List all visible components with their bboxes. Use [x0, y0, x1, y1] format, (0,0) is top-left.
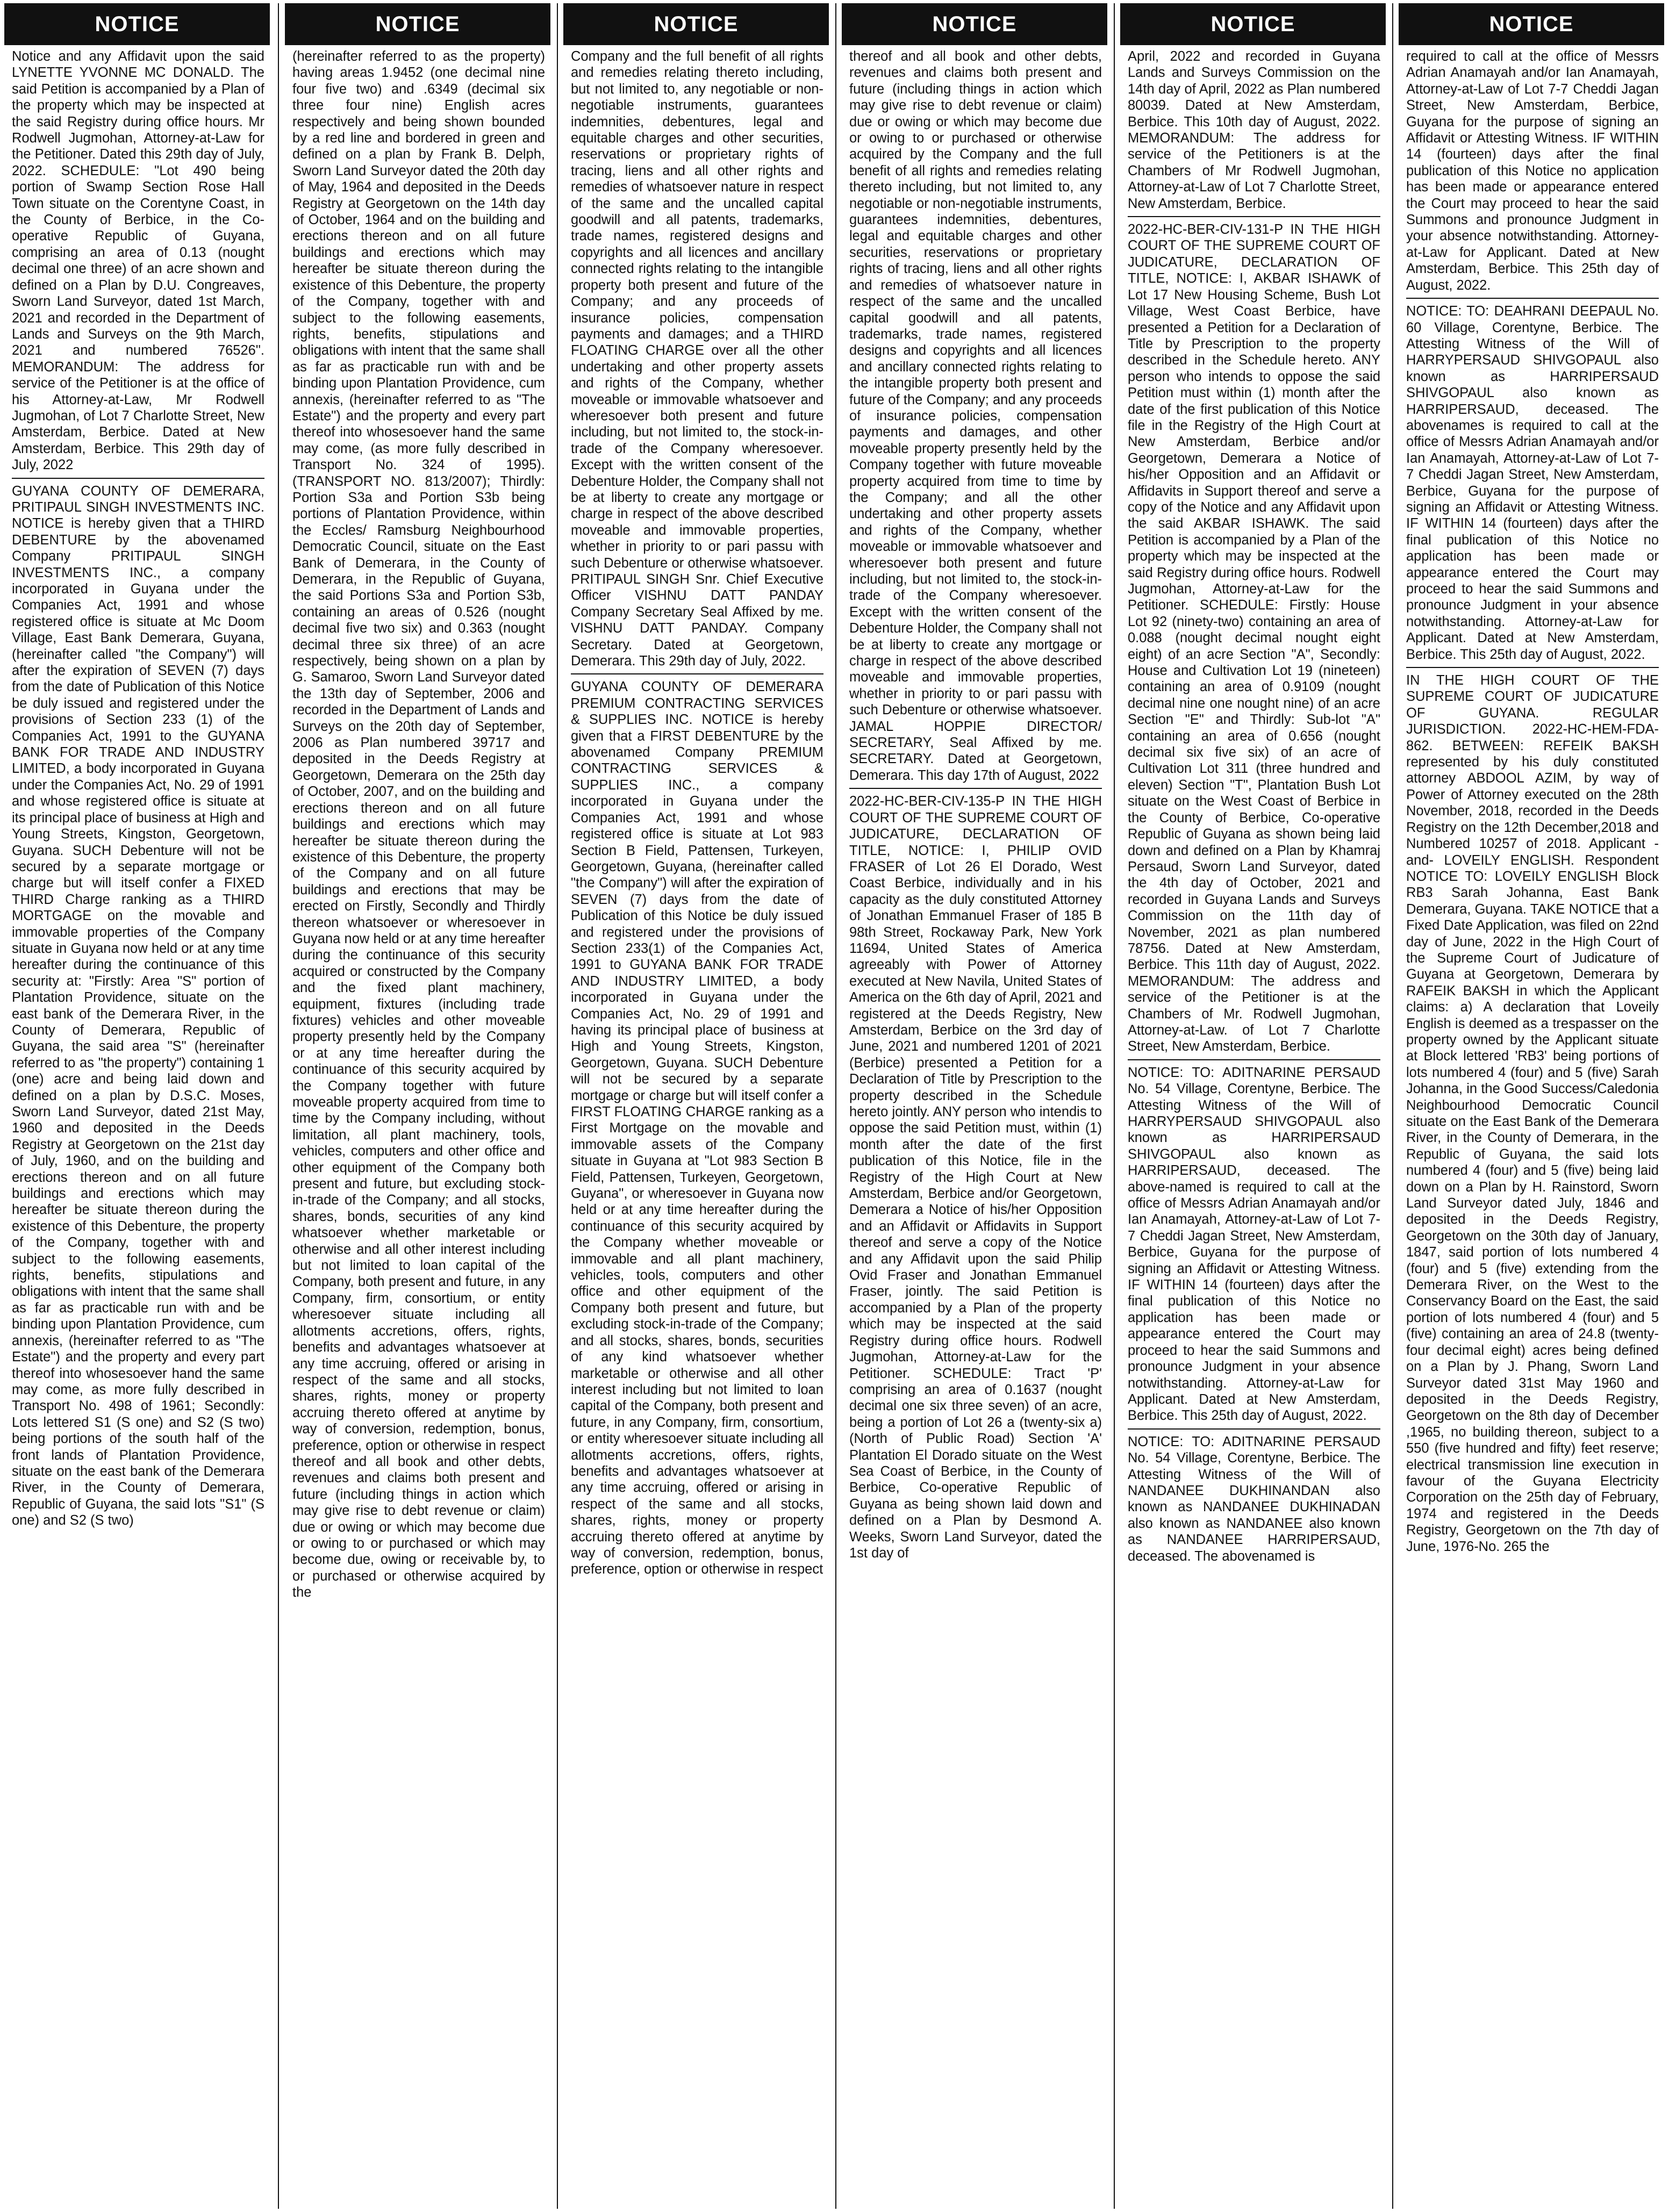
notice-paragraph: NOTICE: TO: ADITNARINE PERSAUD No. 54 Village, Corentyne, Berbice. The Attesting Witness of the Will of NANDANEE DUKHINANDAN also known as NANDANEE DUKHINADAN also known as NANDANEE also known as NANDANEE HARRIPERSAUD, deceased. The abovenamed is: [1128, 1434, 1380, 1564]
column-body: [4, 45, 270, 1529]
notice-paragraph: Notice and any Affidavit upon the said LYNETTE YVONNE MC DONALD. The said Petition is accompanied by a Plan of the property which may be inspected at the said Registry during office hours. Mr Rodwell Jugmohan, Attorney-at-Law for the Petitioner. Dated this 29th day of July, 2022. SCHEDULE: "Lot 490 being portion of Swamp Section Rose Hall Town situate on the Corentyne Coast, in the County of Berbice, in the Co-operative Republic of Guyana, comprising an area of 0.13 (nought decimal one three) of an acre shown and defined on a Plan by D.U. Congreaves, Sworn Land Surveyor, dated 1st March, 2021 and recorded in the Department of Lands and Surveys on the 9th March, 2021 and numbered 76526". MEMORANDUM: The address for service of the Petitioner is at the office of his Attorney-at-Law, Mr Rodwell Jugmohan, of Lot 7 Charlotte Street, New Amsterdam, Berbice. Dated at New Amsterdam, Berbice. This 29th day of July, 2022: [12, 49, 264, 473]
notice-divider: [1128, 1428, 1380, 1430]
notice-paragraph: NOTICE: TO: ADITNARINE PERSAUD No. 54 Village, Corentyne, Berbice. The Attesting Witness of the Will of HARRYPERSAUD SHIVGOPAUL also known as HARRIPERSAUD SHIVGOPAUL also known as HARRIPERSAUD, deceased. The above-named is required to call at the office of Messrs Adrian Anamayah and/or Ian Anamayah, Attorney-at-Law of Lot 7-7 Cheddi Jagan Street, New Amsterdam, Berbice, Guyana for the purpose of signing an Affidavit or Attesting Witness. IF WITHIN 14 (fourteen) days after the final publication of this Notice no application has been made or appearance entered the Court may proceed to hear the said Summons and pronounce Judgment in your absence notwithstanding. Attorney-at-Law for Applicant. Dated at New Amsterdam, Berbice. This 25th day of August, 2022.: [1128, 1065, 1380, 1424]
notice-divider: [1406, 298, 1659, 299]
column-body: [285, 45, 550, 1601]
column-body: [563, 45, 829, 1578]
notice-paragraph: April, 2022 and recorded in Guyana Lands and Surveys Commission on the 14th day of April, 2022 as Plan numbered 80039. Dated at New Amsterdam, Berbice. This 10th day of August, 2022. MEMORANDUM: The address for service of the Petitioners is at the Chambers of Mr Rodwell Jugmohan, Attorney-at-Law of Lot 7 Charlotte Street, New Amsterdam, Berbice.: [1128, 49, 1380, 211]
column-rule: [1392, 3, 1393, 2209]
column-rule: [557, 3, 558, 2209]
notice-paragraph: GUYANA COUNTY OF DEMERARA, PRITIPAUL SINGH INVESTMENTS INC. NOTICE is hereby given that a THIRD DEBENTURE by the abovenamed Company PRITIPAUL SINGH INVESTMENTS INC., a company incorporated in Guyana under the Companies Act, 1991 and whose registered office is situate at Mc Doom Village, East Bank Demerara, Guyana, (hereinafter called "the Company") will after the expiration of SEVEN (7) days from the date of Publication of this Notice be duly issued and registered under the provisions of Section 233 (1) of the Companies Act, 1991 to the GUYANA BANK FOR TRADE AND INDUSTRY LIMITED, a body incorporated in Guyana under the Companies Act, No. 29 of 1991 and whose registered office is situate at its principal place of business at High and Young Streets, Kingston, Georgetown, Guyana. SUCH Debenture will not be secured by a separate mortgage or charge but will itself confer a FIXED THIRD Charge ranking as a THIRD MORTGAGE on the movable and immovable properties of the Company situate in Guyana now held or at any time hereafter during the continuance of this security at: "Firstly: Area "S" portion of Plantation Providence, situate on the east bank of the Demerara River, in the County of Demerara, Republic of Guyana, the said area "S" (hereinafter referred to as "the property") containing 1 (one) acre and being laid down and defined on a plan by D.S.C. Moses, Sworn Land Surveyor, dated 21st May, 1960 and deposited in the Deeds Registry at Georgetown on the 21st day of July, 1960, and on the building and erections thereon and on all future buildings and erections which may hereafter be situate thereon during the existence of this Debenture, the property of the Company, together with and subject to the following easements, rights, benefits, stipulations and obligations with intent that the same shall as far as practicable run with and be binding upon Plantation Providence, cum annexis, (hereinafter referred to as "The Estate") and the property and every part thereof into whosesoever hand the same may come, as more fully described in Transport No. 498 of 1961; Secondly: Lots lettered S1 (S one) and S2 (S two) being portions of the south half of the front lands of Plantation Providence, situate on the east bank of the Demerara River, in the County of Demerara, Republic of Guyana, the said lots "S1" (S one) and S2 (S two): [12, 483, 264, 1528]
column-rule: [835, 3, 836, 2209]
column-heading: NOTICE: [1399, 3, 1664, 45]
notice-column-4: [842, 3, 1107, 2209]
notice-paragraph: GUYANA COUNTY OF DEMERARA PREMIUM CONTRACTING SERVICES & SUPPLIES INC. NOTICE is hereby given that a FIRST DEBENTURE by the abovenamed Company PREMIUM CONTRACTING SERVICES & SUPPLIES INC., a company incorporated in Guyana under the Companies Act, 1991 and whose registered office is situate at Lot 983 Section B Field, Pattensen, Turkeyen, Georgetown, Guyana, (hereinafter called "the Company") will after the expiration of SEVEN (7) days from the date of Publication of this Notice be duly issued and registered under the provisions of Section 233(1) of the Companies Act, 1991 to GUYANA BANK FOR TRADE AND INDUSTRY LIMITED, a body incorporated in Guyana under the Companies Act, No. 29 of 1991 and having its principal place of business at High and Young Streets, Kingston, Georgetown, Guyana. SUCH Debenture will not be secured by a separate mortgage or charge but will itself confer a FIRST FLOATING CHARGE ranking as a First Mortgage on the movable and immovable assets of the Company situate in Guyana at "Lot 983 Section B Field, Pattensen, Turkeyen, Georgetown, Guyana", or wheresoever in Guyana now held or at any time hereafter during the continuance of this security acquired by the Company whether moveable or immovable and all plant machinery, vehicles, tools, computers and other office and other equipment of the Company both present and future, but excluding stock-in-trade of the Company; and all stocks, shares, bonds, securities of any kind whatsoever whether marketable or otherwise and all other interest including but not limited to loan capital of the Company, both present and future, in any Company, firm, consortium, or entity wheresoever situate including all allotments accretions, offers, rights, benefits and advantages whatsoever at any time accruing, offered or arising in respect of the same and all stocks, shares, rights, money or property accruing thereto offered at anytime by way of conversion, redemption, bonus, preference, option or otherwise in respect: [571, 679, 823, 1577]
notice-paragraph: (hereinafter referred to as the property) having areas 1.9452 (one decimal nine four five two) and .6349 (decimal six three four nine) English acres respectively and being shown bounded by a red line and bordered in green and defined on a plan by Frank B. Delph, Sworn Land Surveyor dated the 20th day of May, 1964 and deposited in the Deeds Registry at Georgetown on the 14th day of October, 1964 and on the building and erections thereon and on all future buildings and erections which may hereafter be situate thereon during the existence of this Debenture, the property of the Company, together with and subject to the following easements, rights, benefits, stipulations and obligations with intent that the same shall as far as practicable run with and be binding upon Plantation Providence, cum annexis, (hereinafter referred to as "The Estate") and the property and every part thereof into whosesoever hand the same may come, (as more fully described in Transport No. 324 of 1995). (TRANSPORT NO. 813/2007); Thirdly: Portion S3a and Portion S3b being portions of Plantation Providence, within the Eccles/ Ramsburg Neighbourhood Democratic Council, situate on the East Bank of Demerara, in the County of Demerara, in the Republic of Guyana, the said Portions S3a and Portion S3b, containing an areas of 0.526 (nought decimal five two six) and 0.363 (nought decimal three six three) of an acre respectively, being shown on a plan by G. Samaroo, Sworn Land Surveyor dated the 13th day of September, 2006 and recorded in the Department of Lands and Surveys on the 20th day of September, 2006 as Plan numbered 39717 and deposited in the Deeds Registry at Georgetown, Demerara on the 25th day of October, 2007, and on the building and erections thereon and on all future buildings and erections which may hereafter be situate thereon during the existence of this Debenture, the property of the Company and on all future buildings and erections that may be erected on Firstly, Secondly and Thirdly thereon whatsoever or wheresoever in Guyana now held or at any time hereafter during the continuance of this security acquired or constructed by the Company and the fixed plant machinery, equipment, fixtures (including trade fixtures) vehicles and other moveable property presently held by the Company or at any time hereafter during the continuance of this security acquired by the Company together with future moveable property acquired from time to time by the Company including, without limitation, all plant machinery, tools, vehicles, computers and other office and other equipment of the Company both present and future, but excluding stock-in-trade of the Company; and all stocks, shares, bonds, securities of any kind whatsoever whether marketable or otherwise and all other interest including but not limited to loan capital of the Company, both present and future, in any Company, firm, consortium, or entity wheresoever situate including all allotments accretions, offers, rights, benefits and advantages whatsoever at any time accruing, offered or arising in respect of the same and all stocks, shares, rights, money or property accruing thereto offered at anytime by way of conversion, redemption, bonus, preference, option or otherwise in respect thereof and all book and other debts, revenues and claims both present and future (including things in action which may give rise to debt revenue or claim) due or owing or which may become due or owing to or purchased or which may become due, owing or receivable by, to or purchased or otherwise acquired by the: [292, 49, 545, 1600]
notice-divider: [1128, 216, 1380, 217]
notice-paragraph: IN THE HIGH COURT OF THE SUPREME COURT OF JUDICATURE OF GUYANA. REGULAR JURISDICTION. 2022-HC-HEM-FDA-862. BETWEEN: REFEIK BAKSH represented by his duly constituted attorney ABDOOL AZIM, by way of Power of Attorney executed on the 28th November, 2018, recorded in the Deeds Registry on the 12th December,2018 and Numbered 10257 of 2018. Applicant -and- LOVEILY ENGLISH. Respondent NOTICE TO: LOVEILY ENGLISH Block RB3 Sarah Johanna, East Bank Demerara, Guyana. TAKE NOTICE that a Fixed Date Application, was filed on 22nd day of June, 2022 in the High Court of the Supreme Court of Judicature of Guyana at Georgetown, Demerara by RAFEIK BAKSH in which the Applicant claims: a) A declaration that Loveily English is deemed as a trespasser on the property owned by the Applicant situate at Block lettered 'RB3' being portions of lots numbered 4 (four) and 5 (five) Sarah Johanna, in the Good Success/Caledonia Neighbourhood Democratic Council situate on the East Bank of the Demerara River, in the County of Demerara, in the Republic of Guyana, the said lots numbered 4 (four) and 5 (five) being laid down on a Plan by H. Rainstord, Sworn Land Surveyor dated July, 1846 and deposited in the Deeds Registry, Georgetown on the 30th day of January, 1847, said portion of lots numbered 4 (four) and 5 (five) extending from the Demerara River, on the West to the Conservancy Board on the East, the said portion of lots numbered 4 (four) and 5 (five) containing an area of 24.8 (twenty-four decimal eight) acres being defined on a Plan by J. Phang, Sworn Land Surveyor dated 31st May 1960 and deposited in the Deeds Registry, Georgetown on the 8th day of December ,1965, no building thereon, subject to a 550 (five hundred and fifty) feet reserve; electrical transmission line execution in favour of the Guyana Electricity Corporation on the 25th day of February, 1974 and registered in the Deeds Registry, Georgetown on the 7th day of June, 1976-No. 265 the: [1406, 673, 1659, 1554]
column-heading: NOTICE: [4, 3, 270, 45]
column-body: [842, 45, 1107, 1561]
notice-divider: [1406, 667, 1659, 668]
notice-divider: [849, 788, 1102, 789]
column-rule: [1114, 3, 1115, 2209]
notice-paragraph: thereof and all book and other debts, revenues and claims both present and future (including things in action which may give rise to debt revenue or claim) due or owing or which may become due or owing to or purchased or otherwise acquired by the Company and the full benefit of all rights and remedies relating thereto including, but not limited to, any negotiable or non-negotiable instruments, guarantees indemnities, debentures, legal and equitable charges and other securities, reservations or proprietary rights of tracing, liens and all other rights and remedies of whatsoever nature in respect of the same and the uncalled capital goodwill and all patents, trademarks, trade names, registered designs and copyrights and all licences and ancillary connected rights relating to the intangible property both present and future of the Company; and any proceeds of insurance policies, compensation payments and damages, and other moveable property presently held by the Company together with future moveable property acquired from time to time by the Company; and all the other undertaking and other property assets and rights of the Company, whether moveable or immovable whatsoever and wheresoever both present and future including, but not limited to, the stock-in-trade of the Company wheresoever. Except with the written consent of the Debenture Holder, the Company shall not be at liberty to create any mortgage or charge in respect of the above described moveable and immovable properties, whether in priority to or pari passu with such Debenture or otherwise whatsoever. JAMAL HOPPIE DIRECTOR/ SECRETARY, Seal Affixed by me. SECRETARY. Dated at Georgetown, Demerara. This day 17th of August, 2022: [849, 49, 1102, 783]
notice-paragraph: NOTICE: TO: DEAHRANI DEEPAUL No. 60 Village, Corentyne, Berbice. The Attesting Witness of the Will of HARRYPERSAUD SHIVGOPAUL also known as HARRIPERSAUD SHIVGOPAUL also known as HARRIPERSAUD, deceased. The abovenames is required to call at the office of Messrs Adrian Anamayah and/or Ian Anamayah, Attorney-at-Law of Lot 7-7 Cheddi Jagan Street, New Amsterdam, Berbice, Guyana for the purpose of signing an Affidavit or Attesting Witness. IF WITHIN 14 (fourteen) days after the final publication of this Notice no application has been made or appearance entered the Court may proceed to hear the said Summons and pronounce Judgment in your absence notwithstanding. Attorney-at-Law for Applicant. Dated at New Amsterdam, Berbice. This 25th day of August, 2022.: [1406, 304, 1659, 662]
notice-column-5: [1120, 3, 1386, 2209]
notice-paragraph: required to call at the office of Messrs Adrian Anamayah and/or Ian Anamayah, Attorney-at-Law of Lot 7-7 Cheddi Jagan Street, New Amsterdam, Berbice, Guyana for the purpose of signing an Affidavit or Attesting Witness. IF WITHIN 14 (fourteen) days after the final publication of this Notice no application has been made or appearance entered the Court may proceed to hear the said Summons and pronounce Judgment in your absence notwithstanding. Attorney-at-Law for Applicant. Dated at New Amsterdam, Berbice. This 25th day of August, 2022.: [1406, 49, 1659, 293]
column-heading: NOTICE: [1120, 3, 1386, 45]
column-body: [1120, 45, 1386, 1564]
column-body: [1399, 45, 1664, 1555]
notice-column-6: [1399, 3, 1664, 2209]
notice-divider: [571, 673, 823, 674]
notice-paragraph: 2022-HC-BER-CIV-131-P IN THE HIGH COURT OF THE SUPREME COURT OF JUDICATURE, DECLARATION OF TITLE, NOTICE: I, AKBAR ISHAWK of Lot 17 New Housing Scheme, Bush Lot Village, West Coast Berbice, have presented a Petition for a Declaration of Title by Prescription to the property described in the Schedule hereto. ANY person who intends to oppose the said Petition must within (1) month after the date of the first publication of this Notice file in the Registry of the High Court at New Amsterdam, Berbice and/or Georgetown, Demerara a Notice of his/her Opposition and an Affidavit or Affidavits in Support thereof and serve a copy of the Notice and any Affidavit upon the said AKBAR ISHAWK. The said Petition is accompanied by a Plan of the property which may be inspected at the said Registry during office hours. Rodwell Jugmohan, Attorney-at-Law for the Petitioner. SCHEDULE: Firstly: House Lot 92 (ninety-two) containing an area of 0.088 (nought decimal nought eight eight) of an acre Section "A", Secondly: House and Cultivation Lot 19 (nineteen) containing an area of 0.9109 (nought decimal nine one nought nine) of an acre Section "E" and Thirdly: Sub-lot "A" containing an area of 0.656 (nought decimal six five six) of an acre of Cultivation Lot 311 (three hundred and eleven) Section "T", Plantation Bush Lot situate on the West Coast of Berbice in the County of Berbice, Co-operative Republic of Guyana as shown being laid down and defined on a Plan by Khamraj Persaud, Sworn Land Surveyor, dated the 4th day of October, 2021 and recorded in Guyana Lands and Surveys Commission on the 11th day of November, 2021 as plan numbered 78756. Dated at New Amsterdam, Berbice. This 11th day of August, 2022. MEMORANDUM: The address and service of the Petitioner is at the Chambers of Mr. Rodwell Jugmohan, Attorney-at-Law. of Lot 7 Charlotte Street, New Amsterdam, Berbice.: [1128, 222, 1380, 1054]
notice-divider: [1128, 1059, 1380, 1060]
notice-paragraph: Company and the full benefit of all rights and remedies relating thereto including, but not limited to, any negotiable or non-negotiable instruments, guarantees indemnities, debentures, legal and equitable charges and other securities, reservations or proprietary rights of tracing, liens and all other rights and remedies of whatsoever nature in respect of the same and the uncalled capital goodwill and all patents, trademarks, trade names, registered designs and copyrights and all licences and ancillary connected rights relating to the intangible property both present and future of the Company; and any proceeds of insurance policies, compensation payments and damages; and a THIRD FLOATING CHARGE over all the other undertaking and other property assets and rights of the Company, whether moveable or immovable whatsoever and wheresoever both present and future including, but not limited to, the stock-in-trade of the Company wheresoever. Except with the written consent of the Debenture Holder, the Company shall not be at liberty to create any mortgage or charge in respect of the above described moveable and immovable properties, whether in priority to or pari passu with such Debenture or otherwise whatsoever. PRITIPAUL SINGH Snr. Chief Executive Officer VISHNU DATT PANDAY Company Secretary Seal Affixed by me. VISHNU DATT PANDAY. Company Secretary. Dated at Georgetown, Demerara. This 29th day of July, 2022.: [571, 49, 823, 669]
notice-divider: [12, 478, 264, 479]
column-heading: NOTICE: [842, 3, 1107, 45]
column-heading: NOTICE: [285, 3, 550, 45]
notice-column-3: [563, 3, 829, 2209]
notice-column-1: [4, 3, 270, 2209]
column-heading: NOTICE: [563, 3, 829, 45]
notice-column-2: [285, 3, 550, 2209]
newspaper-notices-page: [4, 3, 1665, 2209]
column-rule: [278, 3, 279, 2209]
notice-paragraph: 2022-HC-BER-CIV-135-P IN THE HIGH COURT OF THE SUPREME COURT OF JUDICATURE, DECLARATION OF TITLE, NOTICE: I, PHILIP OVID FRASER of Lot 26 El Dorado, West Coast Berbice, individually and in his capacity as the duly constituted Attorney of Jonathan Emmanuel Fraser of 185 B 98th Street, Rockaway Park, New York 11694, United States of America agreeably with Power of Attorney executed at New Navila, United States of America on the 6th day of April, 2021 and registered at the Deeds Registry, New Amsterdam, Berbice on the 3rd day of June, 2021 and numbered 1201 of 2021 (Berbice) presented a Petition for a Declaration of Title by Prescription to the property described in the Schedule hereto jointly. ANY person who intendis to oppose the said Petition must, within (1) month after the date of the first publication of this Notice, file in the Registry of the High Court at New Amsterdam, Berbice and/or Georgetown, Demerara a Notice of his/her Opposition and an Affidavit or Affidavits in Support thereof and serve a copy of the Notice and any Affidavit upon the said Philip Ovid Fraser and Jonathan Emmanuel Fraser, jointly. The said Petition is accompanied by a Plan of the property which may be inspected at the said Registry during office hours. Rodwell Jugmohan, Attorney-at-Law for the Petitioner. SCHEDULE: Tract 'P' comprising an area of 0.1637 (nought decimal one six three seven) of an acre, being a portion of Lot 26 a (twenty-six a) (North of Public Road) Section 'A' Plantation El Dorado situate on the West Sea Coast of Berbice, in the County of Berbice, Co-operative Republic of Guyana as being shown laid down and defined on a Plan by Desmond A. Weeks, Sworn Land Surveyor, dated the 1st day of: [849, 794, 1102, 1561]
